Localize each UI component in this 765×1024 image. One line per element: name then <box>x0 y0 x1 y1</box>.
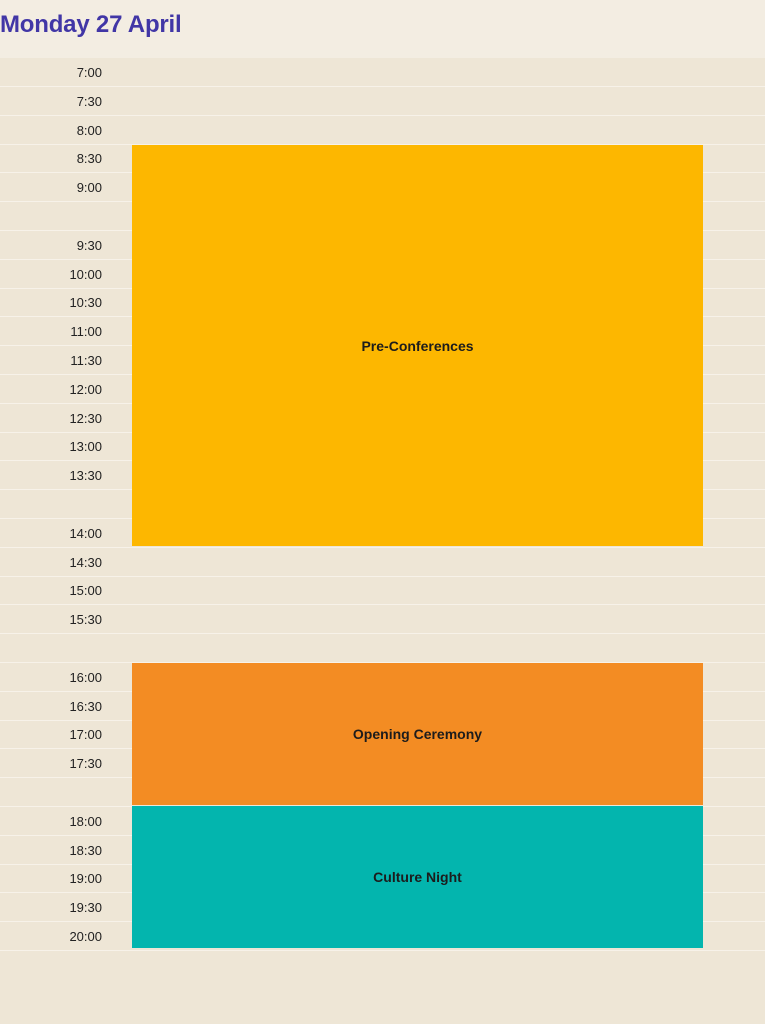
time-label: 10:30 <box>69 295 102 311</box>
event-culture-night[interactable] <box>132 806 703 948</box>
time-slot-row <box>0 116 765 145</box>
time-label: 7:30 <box>76 93 102 109</box>
time-label: 15:30 <box>69 612 102 628</box>
time-label: 8:00 <box>76 122 102 138</box>
time-label: 20:00 <box>69 929 102 944</box>
event-title: Culture Night <box>373 869 462 885</box>
time-label: 13:00 <box>69 439 102 455</box>
time-label: 19:00 <box>69 871 102 887</box>
time-label: 7:00 <box>76 65 102 80</box>
event-title: Pre-Conferences <box>361 337 474 354</box>
time-label: 9:00 <box>76 180 102 196</box>
time-slot-row <box>0 605 765 634</box>
time-slot-row <box>0 576 765 605</box>
event-pre-conferences[interactable] <box>132 145 703 546</box>
time-label: 17:00 <box>69 727 102 743</box>
time-label: 14:00 <box>69 525 102 541</box>
schedule-grid <box>0 58 765 1024</box>
time-slot-row <box>0 634 765 663</box>
time-label: 12:30 <box>69 410 102 426</box>
time-label: 8:30 <box>76 151 102 167</box>
time-label: 16:00 <box>69 669 102 685</box>
time-slot-row <box>0 58 765 87</box>
time-slot-row <box>0 548 765 577</box>
time-label: 9:30 <box>76 237 102 253</box>
time-label: 13:30 <box>69 468 102 484</box>
time-label: 11:30 <box>70 353 102 368</box>
time-label: 16:30 <box>69 698 102 714</box>
time-label: 12:00 <box>69 381 102 397</box>
page-header <box>0 0 765 58</box>
time-label: 14:30 <box>69 554 102 570</box>
page-title: Monday 27 April <box>0 11 182 38</box>
time-label: 17:30 <box>69 756 102 772</box>
event-title: Opening Ceremony <box>352 726 483 742</box>
time-label: 10:00 <box>69 266 102 282</box>
time-label: 15:00 <box>69 583 102 599</box>
event-opening-ceremony[interactable] <box>132 663 703 805</box>
time-label: 18:00 <box>69 813 102 829</box>
time-label: 19:30 <box>69 900 102 916</box>
time-label: 18:30 <box>69 842 102 858</box>
time-slot-row <box>0 87 765 116</box>
time-label: 11:00 <box>70 324 102 340</box>
